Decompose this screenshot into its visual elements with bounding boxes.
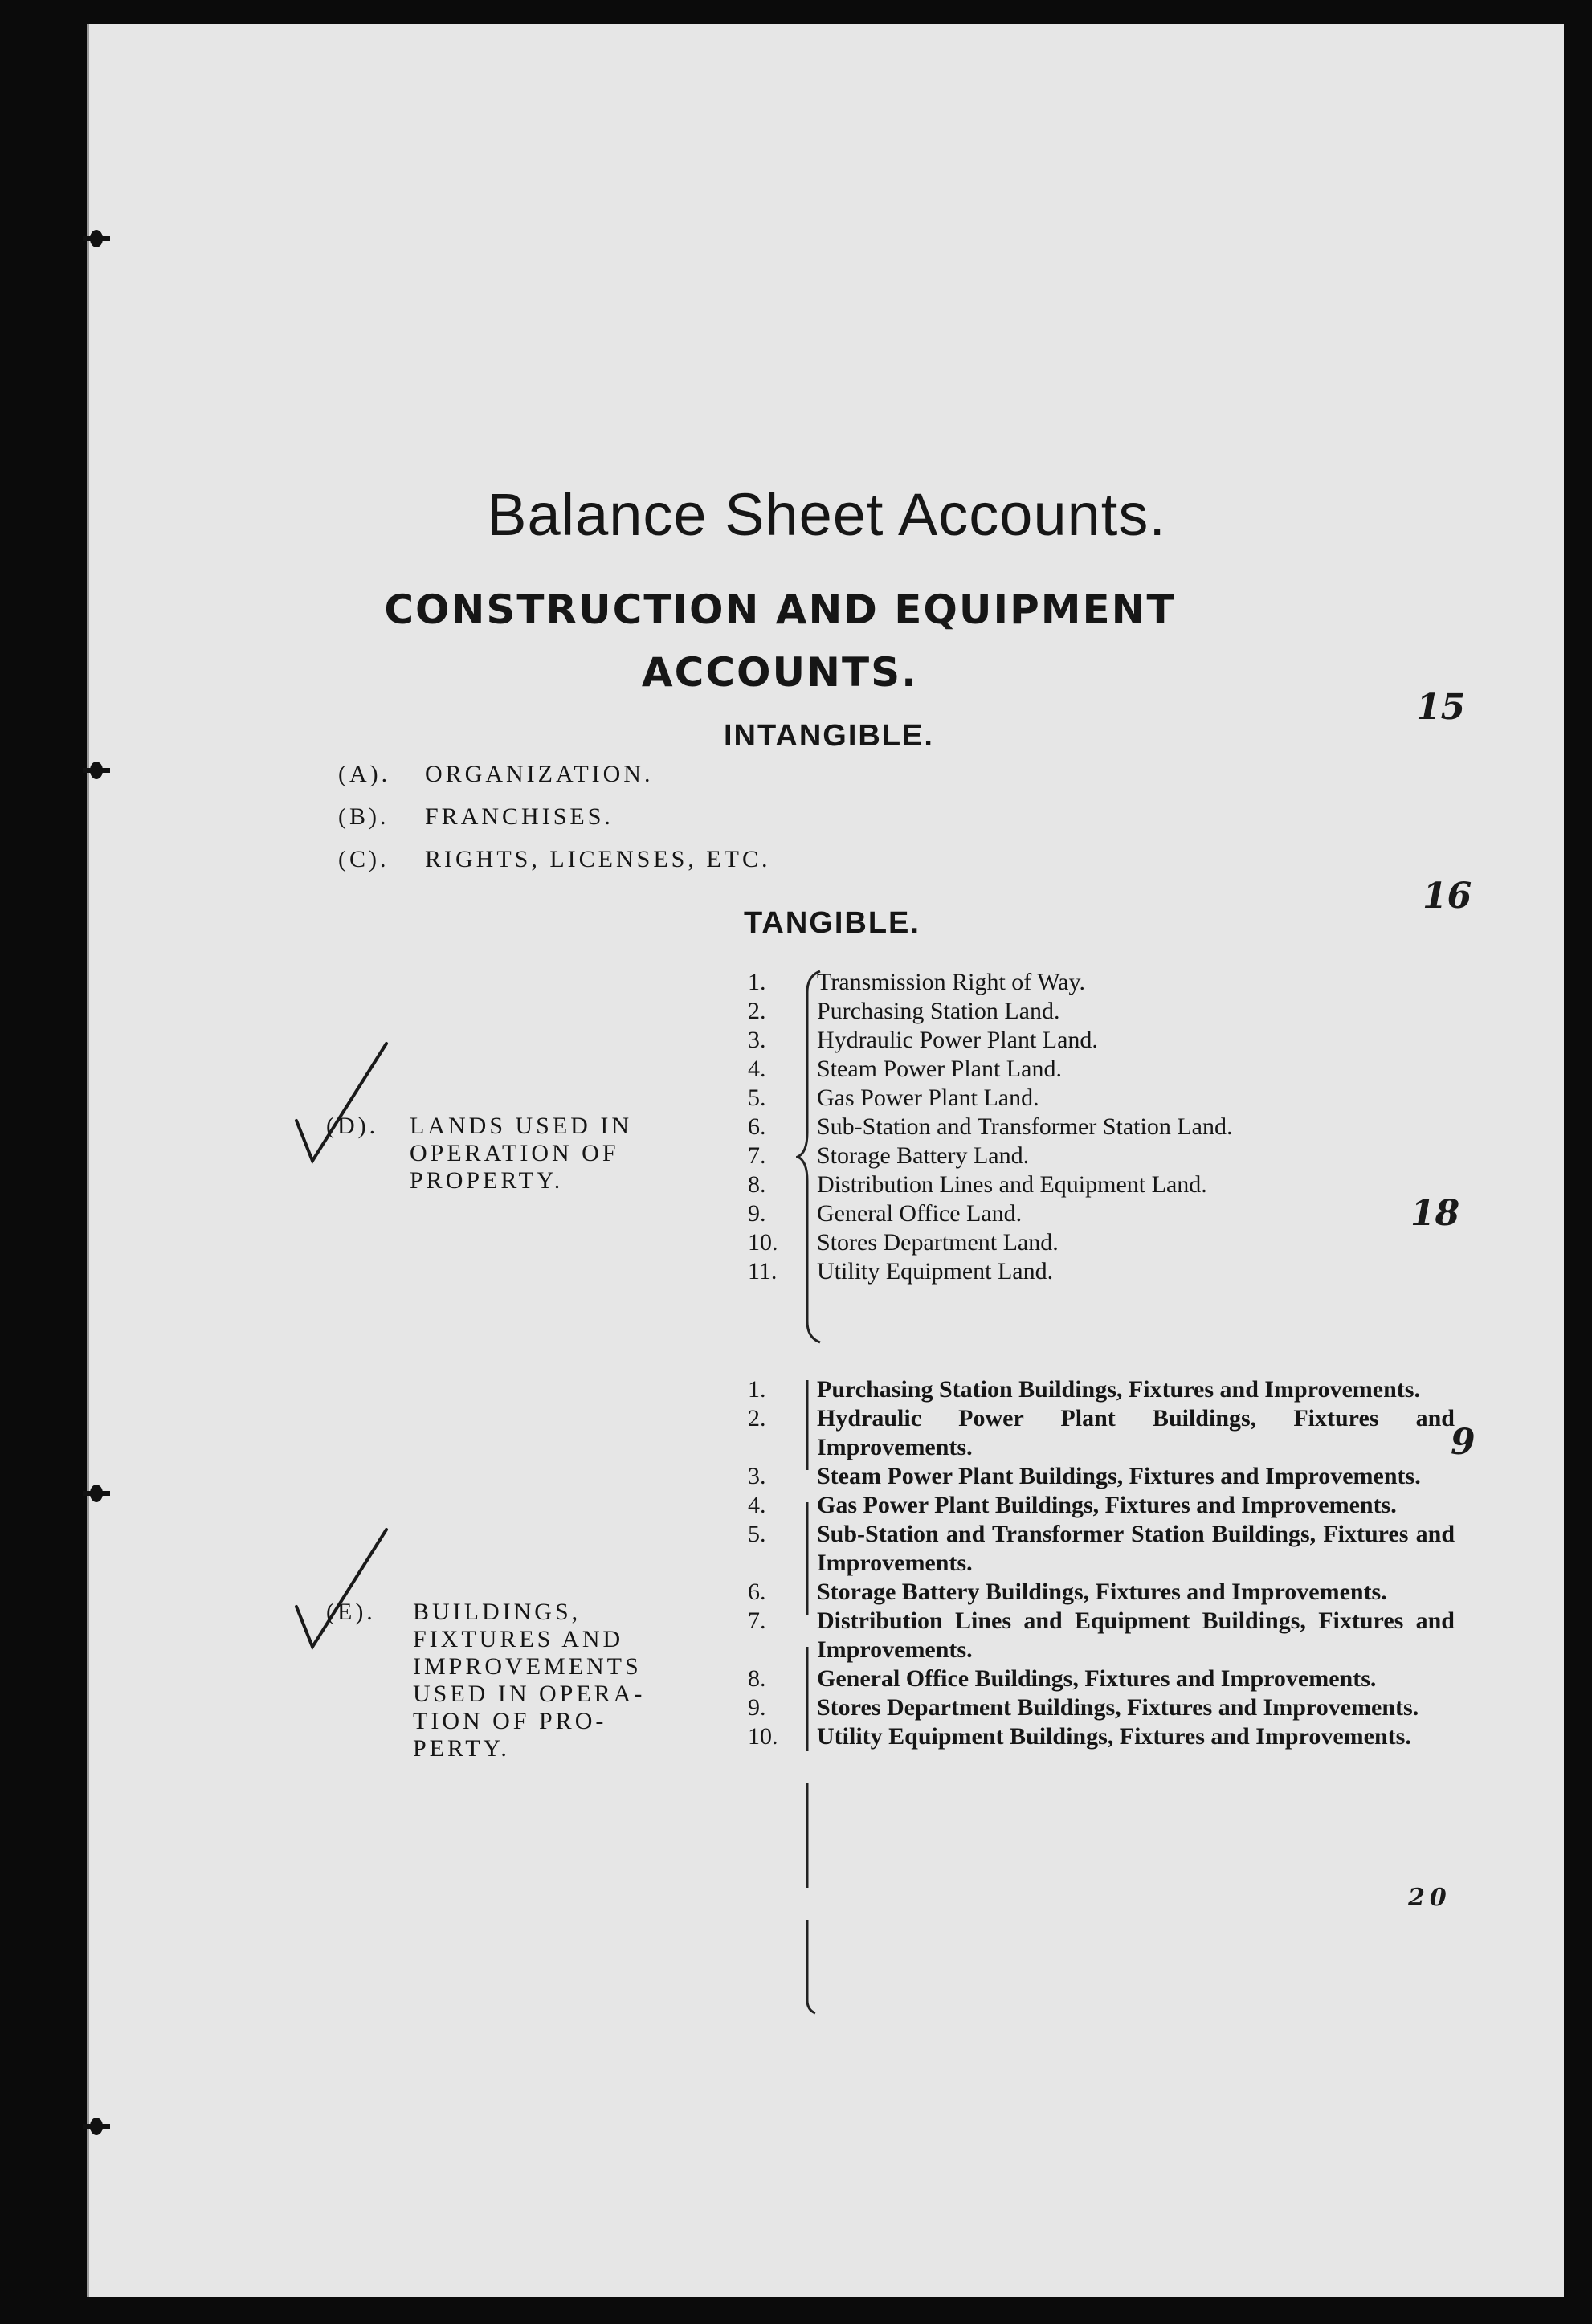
- binder-mark-icon: [83, 225, 110, 252]
- list-item: 11. Utility Equipment Land.: [748, 1258, 1054, 1285]
- group-letter: (D).: [326, 1113, 379, 1139]
- list-item: 4. Gas Power Plant Buildings, Fixtures and Improvements.: [748, 1492, 1397, 1518]
- document-page: [87, 24, 1564, 2297]
- list-item: 10. Utility Equipment Buildings, Fixtures and Improvements.: [748, 1723, 1411, 1750]
- list-item: 10. Stores Department Land.: [748, 1229, 1059, 1256]
- list-item: 3. Hydraulic Power Plant Land.: [748, 1027, 1098, 1053]
- subtitle-line: ACCOUNTS.: [641, 649, 919, 696]
- item-label: ORGANIZATION.: [425, 761, 654, 787]
- list-item: 7. Distribution Lines and Equipment Buildings, Fixtures and Improvements.: [748, 1607, 1455, 1663]
- group-label-line: IMPROVEMENTS: [413, 1653, 642, 1680]
- group-label-line: PERTY.: [413, 1735, 510, 1762]
- item-label: FRANCHISES.: [425, 803, 614, 830]
- group-label-line: OPERATION OF: [410, 1140, 619, 1166]
- margin-note: 16: [1423, 876, 1472, 917]
- binder-mark-icon: [83, 2113, 110, 2140]
- margin-note: 18: [1410, 1193, 1460, 1234]
- group-e-label: [326, 1599, 645, 1762]
- group-label-line: BUILDINGS,: [413, 1599, 582, 1625]
- list-item: 8. General Office Buildings, Fixtures and Improvements.: [748, 1665, 1377, 1692]
- group-d-list: [748, 968, 1455, 1286]
- list-item: 8. Distribution Lines and Equipment Land.: [748, 1171, 1207, 1198]
- tangible-heading: TANGIBLE.: [744, 906, 921, 940]
- margin-note: 9: [1451, 1422, 1476, 1463]
- list-item: 9. General Office Land.: [748, 1200, 1023, 1227]
- list-item: 1. Transmission Right of Way.: [748, 969, 1086, 995]
- group-label-line: FIXTURES AND: [413, 1626, 624, 1652]
- group-d-label: [326, 1113, 632, 1195]
- group-letter: (E).: [326, 1599, 376, 1625]
- group-label-line: TION OF PRO-: [413, 1708, 607, 1734]
- binder-mark-icon: [83, 1480, 110, 1507]
- list-item: 4. Steam Power Plant Land.: [748, 1056, 1062, 1082]
- page-subtitle: [378, 578, 1182, 704]
- list-item: 5. Sub-Station and Transformer Station Buildings, Fixtures and Improvements.: [748, 1521, 1455, 1576]
- list-item: 2. Purchasing Station Land.: [748, 998, 1060, 1024]
- margin-note: 15: [1416, 687, 1466, 728]
- list-item: 6. Storage Battery Buildings, Fixtures and Improvements.: [748, 1579, 1387, 1605]
- intangible-item: [338, 803, 614, 831]
- group-e-list: [748, 1375, 1455, 1751]
- item-letter: (A).: [338, 761, 391, 787]
- group-label-line: LANDS USED IN: [410, 1113, 632, 1139]
- list-item: 9. Stores Department Buildings, Fixtures and Improvements.: [748, 1694, 1419, 1721]
- item-letter: (C).: [338, 846, 390, 872]
- list-item: 5. Gas Power Plant Land.: [748, 1084, 1039, 1111]
- group-label-line: USED IN OPERA-: [413, 1681, 646, 1707]
- page-title: Balance Sheet Accounts.: [487, 481, 1166, 548]
- intangible-item: [338, 761, 653, 788]
- list-item: 6. Sub-Station and Transformer Station Land.: [748, 1113, 1233, 1140]
- list-item: 3. Steam Power Plant Buildings, Fixtures and Improvements.: [748, 1463, 1421, 1489]
- list-item: 7. Storage Battery Land.: [748, 1142, 1030, 1169]
- intangible-heading: INTANGIBLE.: [724, 719, 934, 753]
- margin-note: 20: [1408, 1884, 1451, 1912]
- item-label: RIGHTS, LICENSES, ETC.: [425, 846, 771, 872]
- list-item: 2. Hydraulic Power Plant Buildings, Fixtures and Improvements.: [748, 1405, 1455, 1460]
- item-letter: (B).: [338, 803, 390, 830]
- group-label-line: PROPERTY.: [410, 1167, 564, 1194]
- list-item: 1. Purchasing Station Buildings, Fixtures and Improvements.: [748, 1376, 1420, 1403]
- subtitle-line: CONSTRUCTION AND EQUIPMENT: [384, 586, 1176, 633]
- intangible-item: [338, 846, 771, 873]
- binder-mark-icon: [83, 757, 110, 784]
